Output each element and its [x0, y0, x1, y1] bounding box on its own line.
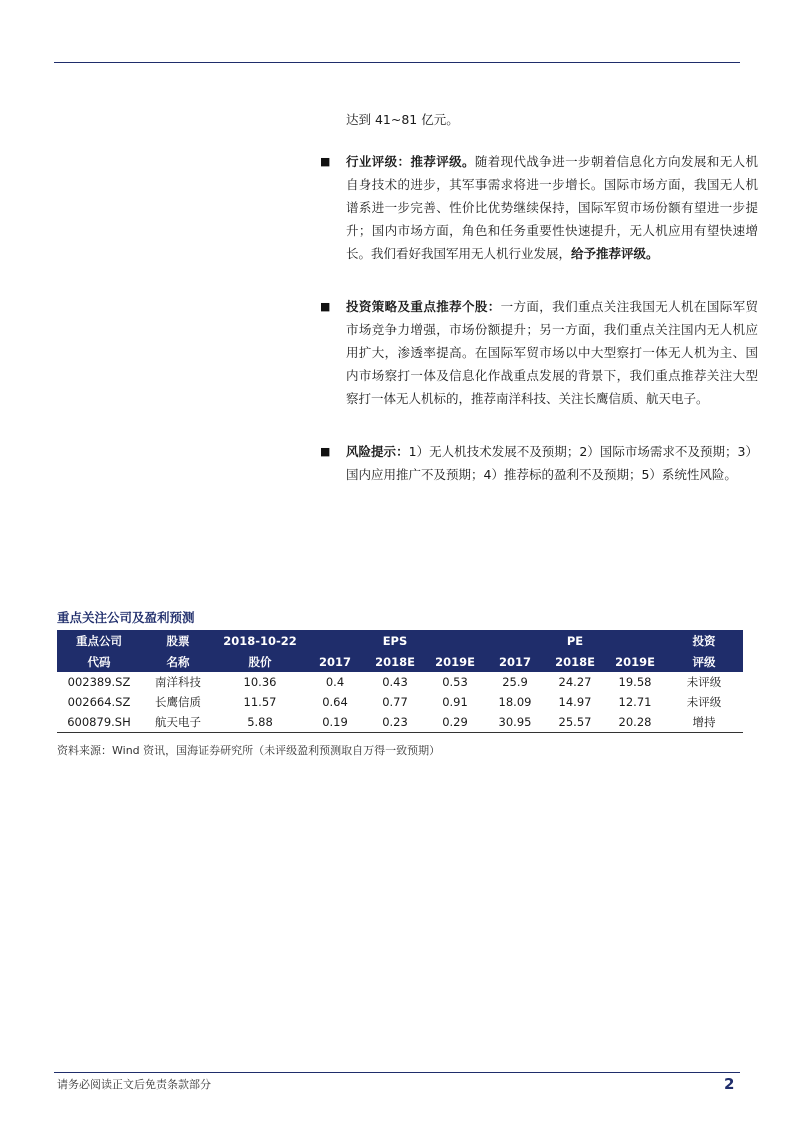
stock-code: 002389.SZ [67, 675, 131, 689]
pe-2018e: 14.97 [558, 695, 592, 709]
header-cell: 2018E [365, 651, 425, 672]
header-cell: 代码 [57, 651, 141, 672]
stock-code: 002664.SZ [67, 695, 131, 709]
header-cell: 评级 [665, 651, 743, 672]
header-cell: 名称 [141, 651, 215, 672]
eps-2017: 0.64 [322, 695, 348, 709]
header-cell: 2019E [605, 651, 665, 672]
header-rule [54, 62, 740, 63]
pe-2019e: 19.58 [618, 675, 652, 689]
stock-price: 11.57 [243, 695, 277, 709]
pe-2017: 18.09 [498, 695, 532, 709]
table-row [57, 672, 743, 692]
pe-2017: 30.95 [485, 712, 545, 733]
eps-2017: 0.4 [325, 675, 345, 689]
table-title: 重点关注公司及盈利预测 [57, 610, 195, 625]
eps-2019e: 0.29 [425, 712, 485, 733]
pe-2018e: 24.27 [558, 675, 592, 689]
pe-2019e: 12.71 [618, 695, 652, 709]
investment-rating: 未评级 [686, 675, 722, 689]
pe-2018e: 25.57 [545, 712, 605, 733]
stock-name: 长鹰信质 [155, 695, 201, 709]
header-cell: PE [485, 630, 665, 651]
forecast-table [57, 630, 743, 733]
header-cell: 投资 [665, 630, 743, 651]
bullet-square-icon: ■ [320, 445, 331, 458]
pe-2017: 25.9 [502, 675, 528, 689]
table-row [57, 692, 743, 712]
table-header-row [57, 630, 743, 651]
paragraph-text: 1）无人机技术发展不及预期；2）国际市场需求不及预期；3）国内应用推广不及预期；4）推荐标的盈利不及预期；5）系统性风险。 [346, 444, 758, 482]
table-source-note: 资料来源：Wind 资讯，国海证券研究所（未评级盈利预测取自万得一致预期） [57, 744, 441, 757]
strategy-paragraph [346, 295, 758, 410]
header-cell: EPS [305, 630, 485, 651]
eps-2018e: 0.77 [382, 695, 408, 709]
section-label: 风险提示： [346, 444, 409, 459]
header-cell: 2018-10-22 [215, 630, 305, 651]
stock-code: 600879.SH [57, 712, 141, 733]
table-row [57, 712, 743, 733]
investment-rating: 增持 [665, 712, 743, 733]
eps-2019e: 0.53 [442, 675, 468, 689]
page-number: 2 [724, 1075, 735, 1093]
stock-name: 南洋科技 [155, 675, 201, 689]
header-cell: 股价 [215, 651, 305, 672]
eps-2019e: 0.91 [442, 695, 468, 709]
header-cell: 股票 [141, 630, 215, 651]
pe-2019e: 20.28 [605, 712, 665, 733]
paragraph-text: 随着现代战争进一步朝着信息化方向发展和无人机自身技术的进步，其军事需求将进一步增长。国际市场方面，我国无人机谱系进一步完善、性价比优势继续保持，国际军贸市场份额有望进一步提升；国内市场方面，角色和任务重要性快速提升，无人机应用有望快速增长。我们看好我国军用无人机行业发展， [346, 154, 758, 261]
section-label: 投资策略及重点推荐个股： [346, 299, 501, 314]
table-header-row [57, 651, 743, 672]
header-cell: 2019E [425, 651, 485, 672]
investment-rating: 未评级 [686, 695, 722, 709]
rating-value: 推荐评级。 [410, 154, 475, 169]
industry-rating-paragraph [346, 150, 758, 265]
eps-2018e: 0.43 [382, 675, 408, 689]
header-cell: 2017 [485, 651, 545, 672]
paragraph-text: 一方面，我们重点关注我国无人机在国际军贸市场竞争力增强，市场份额提升；另一方面，我们重点关注国内无人机应用扩大，渗透率提高。在国际军贸市场以中大型察打一体无人机为主、国内市场察打一体及信息化作战重点发展的背景下，我们重点推荐关注大型察打一体无人机标的，推荐南洋科技、关注长鹰信质、航天电子。 [346, 299, 758, 406]
footer-disclaimer: 请务必阅读正文后免责条款部分 [57, 1078, 211, 1091]
header-cell: 重点公司 [57, 630, 141, 651]
stock-name: 航天电子 [141, 712, 215, 733]
header-cell: 2017 [305, 651, 365, 672]
risk-paragraph [346, 440, 758, 486]
eps-2017: 0.19 [305, 712, 365, 733]
bullet-square-icon: ■ [320, 300, 331, 313]
continuation-text: 达到 41~81 亿元。 [346, 112, 459, 127]
footer-rule [54, 1072, 740, 1073]
rating-conclusion: 给予推荐评级。 [571, 246, 659, 261]
eps-2018e: 0.23 [365, 712, 425, 733]
header-cell: 2018E [545, 651, 605, 672]
bullet-square-icon: ■ [320, 155, 331, 168]
section-label: 行业评级： [346, 154, 411, 169]
stock-price: 10.36 [243, 675, 277, 689]
stock-price: 5.88 [215, 712, 305, 733]
